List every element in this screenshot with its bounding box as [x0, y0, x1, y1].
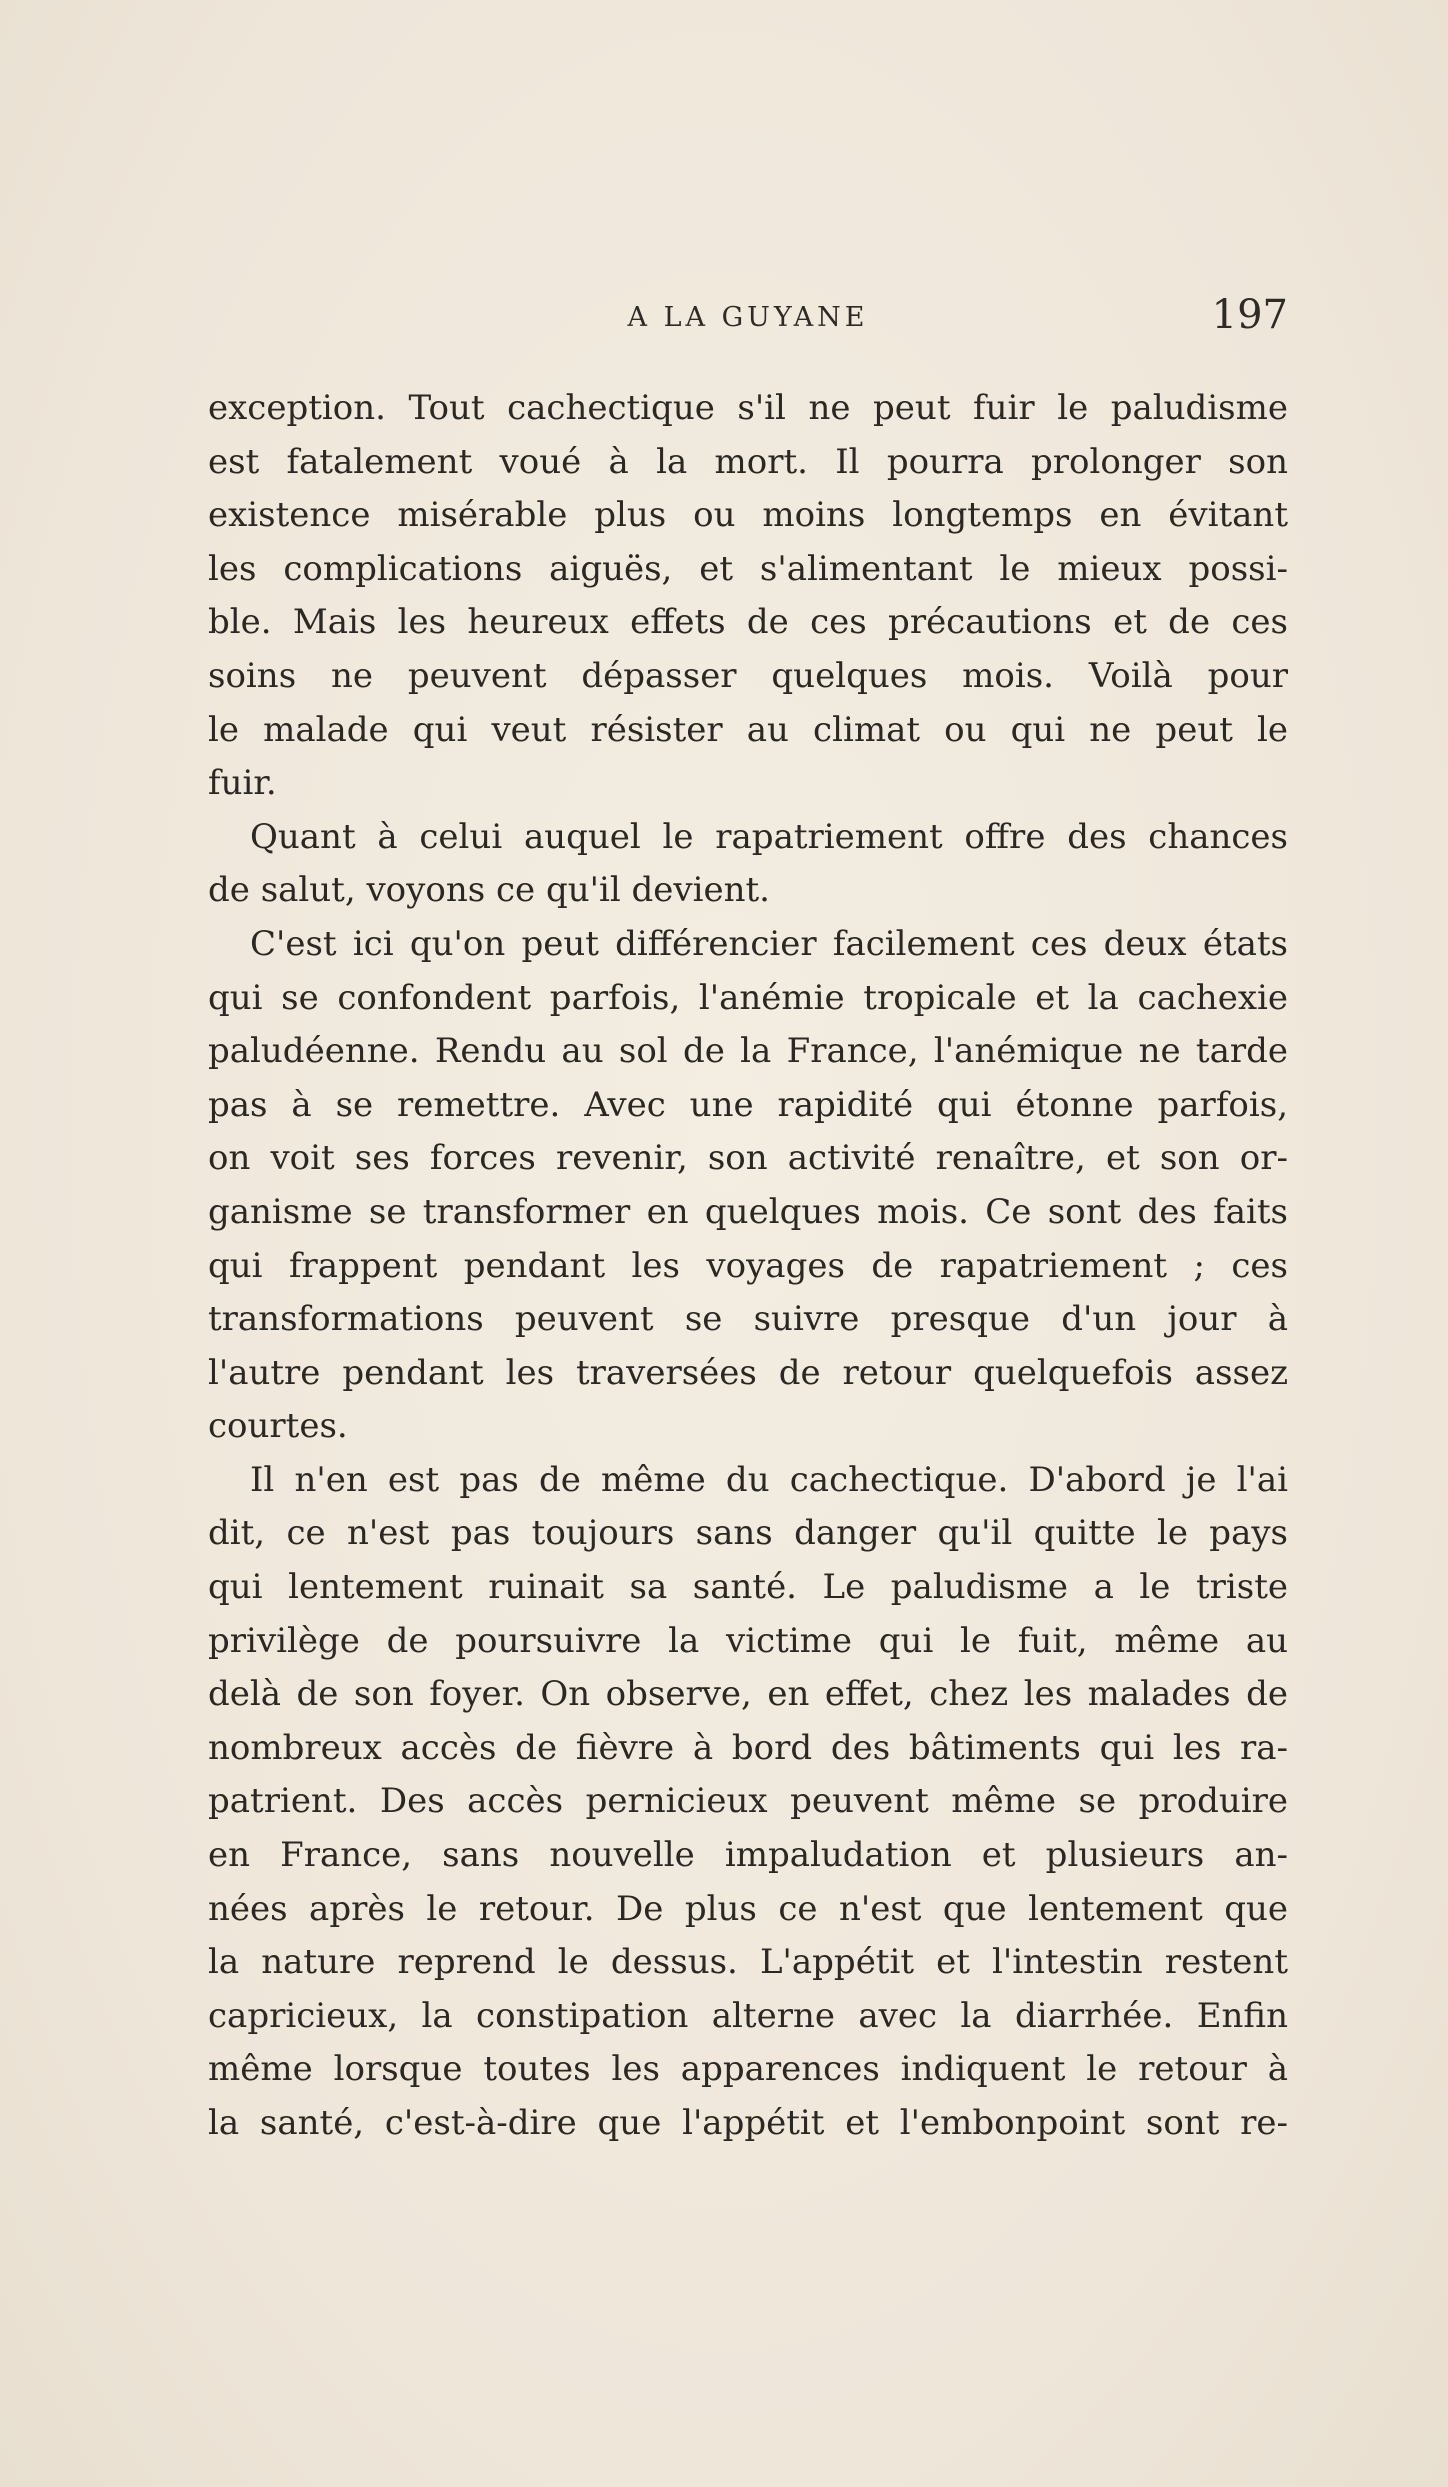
text-line: delà de son foyer. On observe, en effet, chez les malades de: [208, 1674, 1288, 1715]
text-line: on voit ses forces revenir, son activité renaître, et son or-: [208, 1138, 1288, 1179]
running-head: [208, 292, 1288, 342]
text-line: fuir.: [208, 763, 277, 804]
running-title: A LA GUYANE: [627, 302, 869, 333]
text-line: de salut, voyons ce qu'il devient.: [208, 870, 770, 911]
text-line: nombreux accès de fièvre à bord des bâtiments qui les ra-: [208, 1727, 1288, 1768]
page-number: 197: [1211, 292, 1288, 338]
text-line: ganisme se transformer en quelques mois. Ce sont des faits: [208, 1191, 1288, 1232]
text-line: dit, ce n'est pas toujours sans danger qu'il quitte le pays: [208, 1513, 1288, 1554]
text-line: soins ne peuvent dépasser quelques mois. Voilà pour: [208, 655, 1288, 696]
text-line: courtes.: [208, 1406, 348, 1447]
text-line: paludéenne. Rendu au sol de la France, l'anémique ne tarde: [208, 1031, 1288, 1072]
text-line: qui lentement ruinait sa santé. Le paludisme a le triste: [208, 1567, 1288, 1608]
text-line: patrient. Des accès pernicieux peuvent même se produire: [208, 1781, 1288, 1822]
text-line: les complications aiguës, et s'alimentant le mieux possi-: [208, 548, 1288, 589]
text-line: l'autre pendant les traversées de retour quelquefois assez: [208, 1352, 1288, 1393]
text-line: existence misérable plus ou moins longtemps en évitant: [208, 495, 1288, 536]
text-line: le malade qui veut résister au climat ou qui ne peut le: [208, 709, 1288, 750]
text-line: privilège de poursuivre la victime qui le fuit, même au: [208, 1620, 1288, 1661]
text-line: Quant à celui auquel le rapatriement offre des chances: [250, 816, 1288, 857]
body-text: [208, 382, 1288, 2151]
text-line: exception. Tout cachectique s'il ne peut fuir le paludisme: [208, 388, 1288, 428]
text-line: Il n'en est pas de même du cachectique. D'abord je l'ai: [250, 1459, 1288, 1500]
text-line: qui se confondent parfois, l'anémie tropicale et la cachexie: [208, 977, 1288, 1018]
text-line: transformations peuvent se suivre presque d'un jour à: [208, 1299, 1288, 1340]
text-line: capricieux, la constipation alterne avec la diarrhée. Enfin: [208, 1995, 1288, 2036]
text-line: nées après le retour. De plus ce n'est que lentement que: [208, 1888, 1288, 1929]
text-line: qui frappent pendant les voyages de rapatriement ; ces: [208, 1245, 1288, 1286]
text-line: pas à se remettre. Avec une rapidité qui étonne parfois,: [208, 1084, 1288, 1125]
text-line: même lorsque toutes les apparences indiquent le retour à: [208, 2049, 1288, 2090]
text-line: est fatalement voué à la mort. Il pourra prolonger son: [208, 441, 1288, 482]
text-line: C'est ici qu'on peut différencier facilement ces deux états: [250, 923, 1288, 964]
text-line: en France, sans nouvelle impaludation et plusieurs an-: [208, 1835, 1288, 1876]
text-line: la santé, c'est-à-dire que l'appétit et l'embonpoint sont re-: [208, 2103, 1288, 2143]
text-line: ble. Mais les heureux effets de ces précautions et de ces: [208, 602, 1288, 643]
text-line: la nature reprend le dessus. L'appétit et l'intestin restent: [208, 1942, 1288, 1983]
